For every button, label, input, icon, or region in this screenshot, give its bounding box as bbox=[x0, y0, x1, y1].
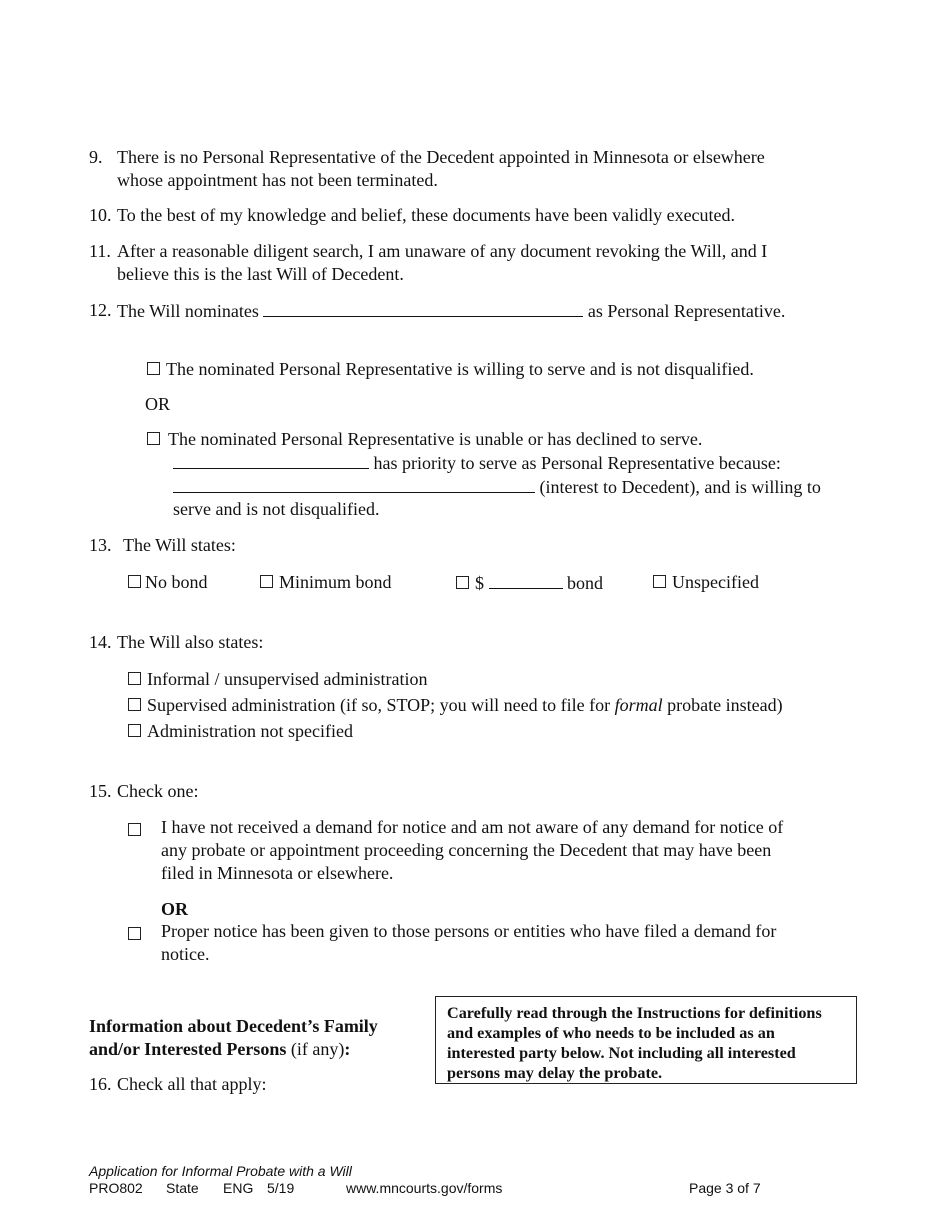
nominated-representative-field[interactable] bbox=[263, 299, 583, 317]
willing-to-serve-label: The nominated Personal Representative is willing to serve and is not disqualified. bbox=[166, 359, 754, 379]
proper-notice-checkbox[interactable] bbox=[128, 927, 141, 940]
item-14-number: 14. bbox=[89, 632, 112, 652]
footer-jurisdiction: State bbox=[166, 1180, 199, 1196]
item-12-or: OR bbox=[145, 394, 171, 414]
footer-url[interactable]: www.mncourts.gov/forms bbox=[346, 1180, 503, 1196]
item-13-number: 13. bbox=[89, 535, 112, 555]
item-15-text: Check one: bbox=[117, 781, 199, 801]
section-heading-line2 bbox=[89, 1038, 350, 1061]
bond-option-amount bbox=[456, 571, 603, 595]
supervised-label-post: probate instead) bbox=[667, 695, 783, 715]
interest-to-decedent-field[interactable] bbox=[173, 475, 535, 493]
bond-option-minimum bbox=[260, 571, 392, 594]
item-9-number: 9. bbox=[89, 147, 103, 167]
item-15-number: 15. bbox=[89, 781, 112, 801]
no-demand-line3: filed in Minnesota or elsewhere. bbox=[161, 863, 394, 883]
section-heading-colon: : bbox=[344, 1039, 351, 1059]
footer-form-title: Application for Informal Probate with a Will bbox=[89, 1163, 352, 1179]
interest-text: (interest to Decedent), and is willing to bbox=[539, 477, 821, 497]
item-15-or: OR bbox=[161, 899, 188, 919]
informal-checkbox[interactable] bbox=[128, 672, 141, 685]
proper-notice-line2: notice. bbox=[161, 944, 210, 964]
unspecified-checkbox[interactable] bbox=[653, 575, 666, 588]
not-specified-label: Administration not specified bbox=[147, 721, 353, 741]
item-14-text: The Will also states: bbox=[117, 632, 264, 652]
footer-form-id: PRO802 bbox=[89, 1180, 143, 1196]
item-11-number: 11. bbox=[89, 241, 111, 261]
option-willing-to-serve bbox=[147, 358, 754, 381]
interest-line bbox=[173, 475, 821, 499]
item-10-number: 10. bbox=[89, 205, 112, 225]
willing-to-serve-checkbox[interactable] bbox=[147, 362, 160, 375]
item-16-text: Check all that apply: bbox=[117, 1074, 267, 1094]
admin-option-informal bbox=[128, 668, 427, 691]
bond-label: bond bbox=[567, 573, 603, 593]
priority-line bbox=[173, 451, 781, 475]
no-demand-line2: any probate or appointment proceeding concerning the Decedent that may have been bbox=[161, 840, 772, 860]
no-demand-line1: I have not received a demand for notice and am not aware of any demand for notice of bbox=[161, 817, 784, 837]
bond-amount-field[interactable] bbox=[489, 571, 563, 589]
item-12-number: 12. bbox=[89, 300, 112, 320]
informal-label: Informal / unsupervised administration bbox=[147, 669, 428, 689]
item-11-line2: believe this is the last Will of Decedent. bbox=[117, 264, 404, 284]
bond-option-none bbox=[128, 571, 208, 594]
footer-revision: 5/19 bbox=[267, 1180, 295, 1196]
bond-option-unspecified bbox=[653, 571, 759, 594]
admin-option-supervised bbox=[128, 694, 783, 717]
instructions-note-box: Carefully read through the Instructions for definitions and examples of who needs to be included as an interested party below. Not including all interested persons may delay the probate. bbox=[435, 996, 857, 1084]
item-9-line1: There is no Personal Representative of the Decedent appointed in Minnesota or elsewhere bbox=[117, 147, 765, 167]
not-specified-checkbox[interactable] bbox=[128, 724, 141, 737]
priority-text: has priority to serve as Personal Representative because: bbox=[373, 453, 781, 473]
no-bond-checkbox[interactable] bbox=[128, 575, 141, 588]
unable-to-serve-label: The nominated Personal Representative is unable or has declined to serve. bbox=[168, 429, 703, 449]
item-11-line1: After a reasonable diligent search, I am unaware of any document revoking the Will, and I bbox=[117, 241, 768, 261]
item-16-number: 16. bbox=[89, 1074, 112, 1094]
dollar-sign: $ bbox=[475, 573, 484, 593]
serve-line: serve and is not disqualified. bbox=[173, 499, 380, 519]
minimum-bond-checkbox[interactable] bbox=[260, 575, 273, 588]
option-unable-to-serve bbox=[147, 428, 702, 451]
supervised-checkbox[interactable] bbox=[128, 698, 141, 711]
admin-option-not-specified bbox=[128, 720, 353, 743]
supervised-label-pre: Supervised administration (if so, STOP; you will need to file for bbox=[147, 695, 611, 715]
footer-page-number: Page 3 of 7 bbox=[689, 1180, 761, 1196]
proper-notice-line1: Proper notice has been given to those persons or entities who have filed a demand for bbox=[161, 921, 777, 941]
minimum-bond-label: Minimum bond bbox=[279, 572, 392, 592]
item-12-suffix: as Personal Representative. bbox=[587, 301, 786, 321]
item-13-text: The Will states: bbox=[123, 535, 236, 555]
no-demand-checkbox[interactable] bbox=[128, 823, 141, 836]
supervised-label-emphasis: formal bbox=[614, 695, 663, 715]
item-12-prefix: The Will nominates bbox=[117, 301, 259, 321]
item-9-line2: whose appointment has not been terminated. bbox=[117, 170, 438, 190]
item-10-text: To the best of my knowledge and belief, these documents have been validly executed. bbox=[117, 205, 736, 225]
no-bond-label: No bond bbox=[145, 572, 208, 592]
section-heading-normal: (if any) bbox=[290, 1039, 345, 1059]
bond-amount-checkbox[interactable] bbox=[456, 576, 469, 589]
unable-to-serve-checkbox[interactable] bbox=[147, 432, 160, 445]
section-heading-line1: Information about Decedent’s Family bbox=[89, 1016, 378, 1036]
priority-person-field[interactable] bbox=[173, 451, 369, 469]
item-12-sentence bbox=[117, 299, 785, 323]
footer-language: ENG bbox=[223, 1180, 254, 1196]
section-heading-bold: and/or Interested Persons bbox=[89, 1039, 287, 1059]
unspecified-label: Unspecified bbox=[672, 572, 759, 592]
